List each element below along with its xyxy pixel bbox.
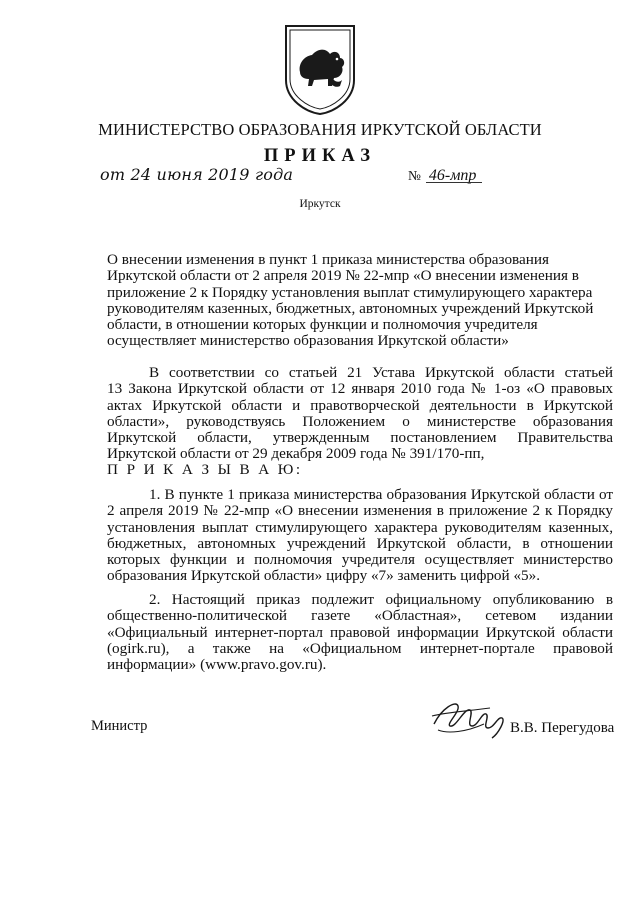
paragraph-line: бюджетных, автономных учреждений Иркутской области, в отношении: [107, 535, 613, 552]
paragraph-line: В соответствии со статьей 21 Устава Иркутской области статьей: [149, 365, 613, 381]
subject-line: области, в отношении которых функции и полномочия учредителя: [107, 316, 538, 334]
paragraph-line: образования Иркутской области» цифру «7» заменить цифрой «5».: [107, 567, 541, 585]
paragraph-line: информации» (www.pravo.gov.ru).: [107, 656, 327, 674]
paragraph-line: области», руководствуясь Положением о министерстве образования: [107, 413, 613, 430]
order-subject: [107, 252, 607, 350]
paragraph-line: 1. В пункте 1 приказа министерства образования Иркутской области от: [149, 487, 613, 503]
paragraph-line: (ogirk.ru), а также на «Официальном интернет-портале правовой: [107, 640, 613, 657]
coat-of-arms-emblem: [282, 22, 358, 116]
paragraph-line: актах Иркутской области и правотворческой деятельности в Иркутской: [107, 397, 613, 414]
paragraph-line: 2 апреля 2019 № 22-мпр «О внесении изменения в приложение 2 к Порядку: [107, 503, 613, 520]
number-handwritten: 46-мпр: [428, 167, 477, 184]
order-number: [408, 167, 476, 185]
number-underline: [426, 182, 482, 183]
subject-line: Иркутской области от 2 апреля 2019 № 22-мпр «О внесении изменения в: [107, 267, 579, 285]
handwritten-signature: [428, 694, 518, 742]
city: Иркутск: [299, 198, 341, 210]
signatory-role: Министр: [91, 718, 148, 734]
paragraph-line: Иркутской области от 29 декабря 2009 года № 391/170-пп,: [107, 445, 485, 463]
date-handwritten: от 24 июня 2019 года: [100, 165, 294, 184]
preamble-paragraph: [107, 365, 613, 463]
paragraph-line: которых функции и полномочия учредителя осуществляет министерство: [107, 552, 613, 569]
paragraph-line: установления выплат стимулирующего характера руководителям казенных,: [107, 519, 613, 536]
paragraph-line: 2. Настоящий приказ подлежит официальному опубликованию в: [149, 592, 613, 608]
paragraph-line: 13 Закона Иркутской области от 12 января 2010 года № 1-оз «О правовых: [107, 381, 613, 398]
decree-word: П Р И К А З Ы В А Ю:: [107, 461, 303, 478]
ministry-name: МИНИСТЕРСТВО ОБРАЗОВАНИЯ ИРКУТСКОЙ ОБЛАСТИ: [98, 120, 542, 139]
document-type-title: ПРИКАЗ: [263, 146, 377, 166]
subject-line: осуществляет министерство образования Иркутской области»: [107, 332, 509, 350]
subject-line: руководителям казенных, бюджетных, автономных учреждений Иркутской: [107, 299, 594, 317]
order-item-2: [107, 592, 613, 673]
signatory-name: В.В. Перегудова: [510, 720, 615, 736]
subject-line: приложение 2 к Порядку установления выплат стимулирующего характера: [107, 283, 593, 301]
subject-line: О внесении изменения в пункт 1 приказа министерства образования: [107, 251, 550, 268]
order-item-1: [107, 487, 613, 585]
number-prefix: №: [408, 168, 421, 183]
paragraph-line: «Официальный интернет-портал правовой информации Иркутской области: [107, 624, 613, 641]
paragraph-line: общественно-политической газете «Областная», сетевом издании: [107, 608, 613, 625]
paragraph-line: Иркутской области, утвержденным постановлением Правительства: [107, 430, 613, 447]
order-date: [100, 165, 293, 184]
